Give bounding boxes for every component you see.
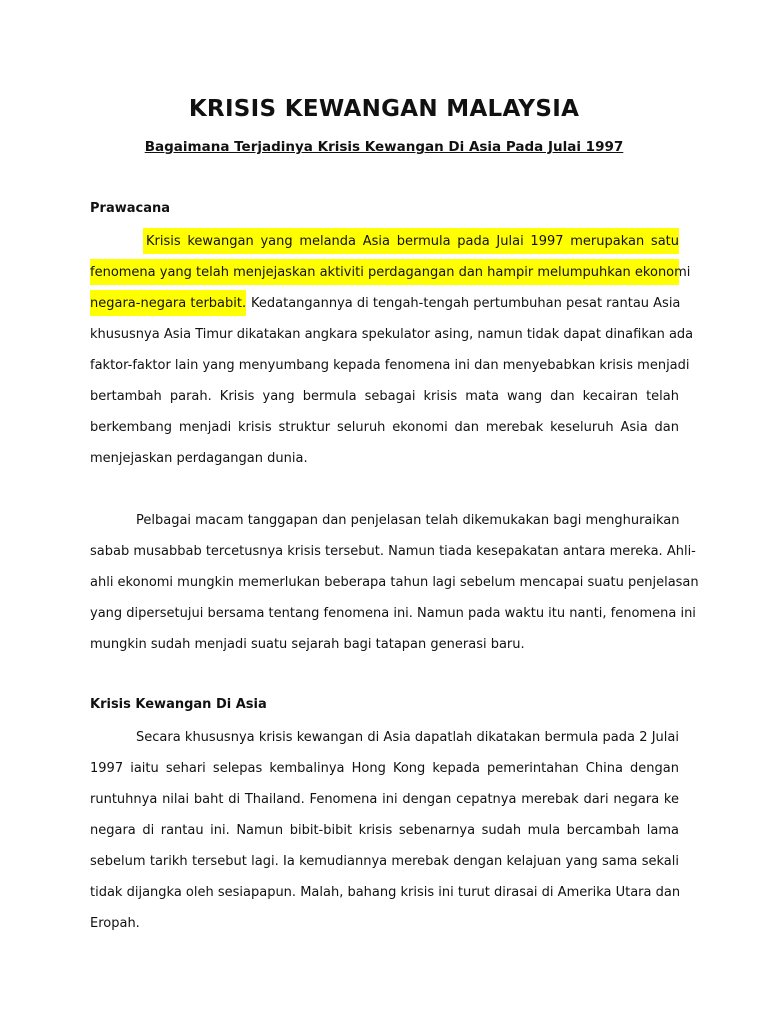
paragraph-line: Kedatangannya di tengah-tengah pertumbuhan pesat rantau Asia: [251, 296, 681, 311]
paragraph-line: sebelum tarikh tersebut lagi. Ia kemudiannya merebak dengan kelajuan yang sama sekali: [90, 854, 679, 869]
paragraph-line: faktor-faktor lain yang menyumbang kepada fenomena ini dan menyebabkan krisis menjadi: [90, 358, 690, 373]
section-heading-prawacana: Prawacana: [90, 201, 170, 216]
section-heading-krisis-kewangan-di-asia: Krisis Kewangan Di Asia: [90, 697, 267, 712]
paragraph-line: Eropah.: [90, 916, 140, 931]
paragraph-line: negara-negara terbabit.: [90, 296, 247, 311]
paragraph-line: tidak dijangka oleh sesiapapun. Malah, bahang krisis ini turut dirasai di Amerika Utara dan: [90, 885, 681, 900]
paragraph-line: mungkin sudah menjadi suatu sejarah bagi tatapan generasi baru.: [90, 637, 525, 652]
paragraph-line: Pelbagai macam tanggapan dan penjelasan telah dikemukakan bagi menghuraikan: [136, 513, 680, 528]
paragraph-line: fenomena yang telah menjejaskan aktiviti perdagangan dan hampir melumpuhkan ekonomi: [90, 265, 691, 280]
paragraph-line: Krisis kewangan yang melanda Asia bermula pada Julai 1997 merupakan satu: [146, 234, 679, 249]
paragraph-line: Secara khususnya krisis kewangan di Asia dapatlah dikatakan bermula pada 2 Julai: [136, 730, 679, 745]
document-subtitle: Bagaimana Terjadinya Krisis Kewangan Di Asia Pada Julai 1997: [144, 139, 624, 155]
paragraph-line: runtuhnya nilai baht di Thailand. Fenomena ini dengan cepatnya merebak dari negara ke: [90, 792, 679, 807]
paragraph-line: menjejaskan perdagangan dunia.: [90, 451, 308, 466]
paragraph-line: khususnya Asia Timur dikatakan angkara spekulator asing, namun tidak dapat dinafikan ada: [90, 327, 694, 342]
paragraph-line: 1997 iaitu sehari selepas kembalinya Hong Kong kepada pemerintahan China dengan: [90, 761, 679, 776]
document-title: KRISIS KEWANGAN MALAYSIA: [188, 96, 580, 122]
paragraph-line: yang dipersetujui bersama tentang fenomena ini. Namun pada waktu itu nanti, fenomena ini: [90, 606, 696, 621]
paragraph-line: bertambah parah. Krisis yang bermula sebagai krisis mata wang dan kecairan telah: [90, 389, 679, 404]
paragraph-line: sabab musabbab tercetusnya krisis tersebut. Namun tiada kesepakatan antara mereka. Ahli-: [90, 544, 696, 559]
paragraph-line: berkembang menjadi krisis struktur seluruh ekonomi dan merebak keseluruh Asia dan: [90, 420, 679, 435]
paragraph-line: negara di rantau ini. Namun bibit-bibit krisis sebenarnya sudah mula bercambah lama: [90, 823, 679, 838]
paragraph-line: ahli ekonomi mungkin memerlukan beberapa tahun lagi sebelum mencapai suatu penjelasan: [90, 575, 699, 590]
